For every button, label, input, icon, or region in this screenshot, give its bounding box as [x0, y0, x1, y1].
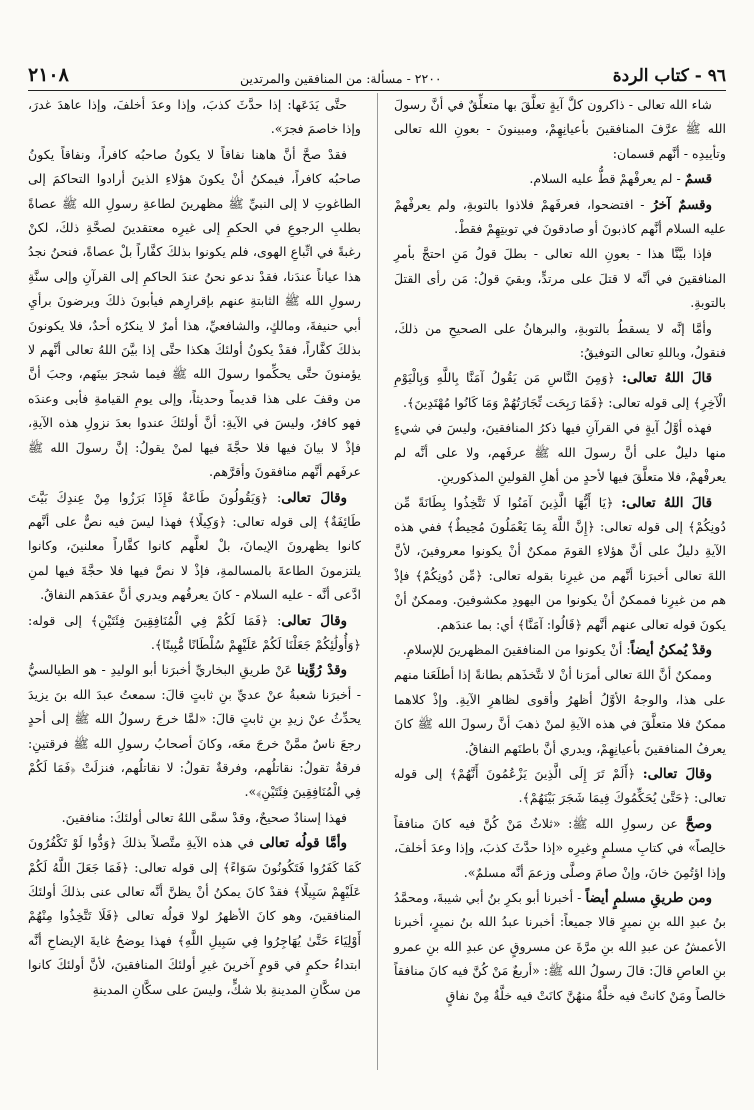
- paragraph: وقالَ تعالى: ﴿فَمَا لَكُمْ فِي الْمُنَافِقِينَ فِئَتَيْنِ﴾ إلى قوله: ﴿وَأُولَٰئِكُمْ جَعَلْنَا لَكُمْ عَلَيْهِمْ سُلْطَانًا مُّبِينًا﴾.: [28, 612, 361, 652]
- book-title: كتاب الردة: [612, 66, 689, 86]
- paragraph: فهذا إسنادٌ صحيحٌ، وقدْ سمَّى اللهُ تعالى أولئكَ: منافقينَ.: [61, 809, 347, 825]
- paragraph: وقالَ تعالى: ﴿أَلَمْ تَرَ إِلَى الَّذِينَ يَزْعُمُونَ أَنَّهُمْ﴾ إلى قوله تعالى: ﴿حَتَّىٰ يُحَكِّمُوكَ فِيمَا شَجَرَ بَيْنَهُمْ﴾.: [394, 765, 726, 806]
- paragraph: وقسمٌ آخرُ - افتضحوا، فعرفَهمْ فلاذوا بالتوبةِ، ولم يعرفْهمْ عليه السلام أنَّهم كاذبونَ أو صادقونَ في توبتِهِمْ فقطْ.: [394, 196, 726, 237]
- right-column: [377, 93, 726, 1070]
- left-column: [28, 93, 377, 1070]
- paragraph: وممكنٌ أنَّ اللهَ تعالى أمرَنا أنْ لا نتَّخذَهم بطانةً إذا أطلَعَنا منهم على هذا، والوجهُ الأوَّلُ أظهرُ وأقوى لظاهرِ الآيةِ. وإذْ كلاهما ممكنٌ فلا متعلَّقَ في هذه الآيةِ لمنْ ذهبَ أنَّ رسولَ الله ﷺ كانَ يعرفُ المنافقينَ بأعيانِهِمْ، ويدري أنَّ باطنَهم النفاقُ.: [394, 667, 726, 756]
- page-number-right: ٩٦: [707, 66, 726, 86]
- paragraph: شاء الله تعالى - ذاكرون كلَّ آيةٍ تعلَّقَ بها متعلِّقٌ في أنَّ رسولَ الله ﷺ عرَّفَ المنافقينَ بأعيانِهِمْ، ومبينونَ - بعونِ الله تعالى وتأييدِه - أنَّهم قسمان:: [394, 97, 726, 161]
- paragraph: وأمَّا إنَّه لا يسقطُ بالتوبةِ، والبرهانُ على الصحيحِ من ذلكَ، فنقولُ، وباللهِ تعالى التوفيقُ:: [394, 320, 726, 361]
- paragraph: فهذه أوَّلُ آيةٍ في القرآنِ فيها ذكرُ المنافقينَ، وليسَ في شيءٍ منها دليلٌ على أنَّ رسولَ الله ﷺ عرفَهم، ولا على أنَّه لم يعرفْهمْ، فلا متعلَّقَ فيها لأحدٍ من أهلِ القولينِ المذكورينِ.: [394, 420, 726, 485]
- paragraph: فقدْ صحَّ أنَّ هاهنا نفاقاً لا يكونُ صاحبُه كافراً، ونفاقاً يكونُ صاحبُه كافراً، فيمكنُ أنْ يكونَ هؤلاءِ الذينَ أرادوا التحاكمَ إلى الطاغوتِ لا إلى النبيِّ ﷺ مظهرينَ لطاعةِ رسولِ الله ﷺ عصاةً بطلبِ الرجوعِ في الحكمِ إلى غيرِه معتقدينَ لصحَّةِ ذلكَ، لكنْ رغبةً في اتِّباعِ الهوى، فلم يكونوا بذلكَ كفَّاراً بلْ عصاةً، فنحنُ نجدُ هذا عياناً عندَنا، فقدْ ندعو نحنُ عندَ الحاكمِ إلى القرآنِ وإلى سنَّةِ رسولِ الله ﷺ الثابتةِ عنهم بإقرارِهم فيأبونَ ذلكَ ويرضونَ برأيِ أبي حنيفةَ، ومالكٍ، والشافعيِّ، هذا أمرٌ لا ينكرُه أحدٌ، فلا يكونونَ بذلكَ كفَّاراً، فقدْ يكونُ أولئكَ هكذا حتَّى إذا بيَّنَ اللهُ تعالى أنَّهم لا يؤمنونَ حتَّى يحكِّموا رسولَ الله ﷺ فيما شجرَ بينَهم، وجبَ أنَّ من وقفَ على هذا قديماً وحديثاً، وإلى يومِ القيامةِ فأبى وعندَه فهو كافرٌ، وليسَ في الآيةِ: أنَّ أولئكَ عندوا بعدَ نزولِ هذه الآيةِ، فإذْ لا بيانَ فيها فلا حجَّةَ فيها لمنْ يقولُ: إنَّ رسولَ الله ﷺ عرفَهم أنَّهم منافقونَ وأقرَّهم.: [28, 146, 361, 480]
- paragraph: وقدْ رُوِّينا عَنْ طريقِ البخاريِّ أخبرَنا أبو الوليدِ - هو الطيالسيُّ - أخبرَنا شعبةُ عنْ عديِّ بنِ ثابتٍ قالَ: سمعتُ عبدَ الله بنَ يزيدَ يحدِّثُ عنْ زيدِ بنِ ثابتٍ قالَ: «لمَّا خرجَ رسولُ الله ﷺ إلى أحدٍ رجعَ ناسٌ ممَّنْ خرجَ معَه، وكانَ أصحابُ رسولِ الله ﷺ فرقتينِ: فرقةٌ تقولُ: نقاتلُهم، وفرقةٌ تقولُ: لا نقاتلُهم، فنزلَتْ ﴿فَمَا لَكُمْ فِي الْمُنَافِقِينَ فِئَتَيْنِ﴾».: [28, 662, 361, 800]
- paragraph: وقالَ تعالى: ﴿وَيَقُولُونَ طَاعَةٌ فَإِذَا بَرَزُوا مِنْ عِندِكَ بَيَّتَ طَائِفَةٌ﴾ إلى قوله تعالى: ﴿وَكِيلًا﴾ فهذا ليسَ فيه نصٌّ على أنَّهم كانوا يظهرونَ الإيمانَ، بلْ لعلَّهم كانوا كفَّاراً معلنينَ، وكانوا يلتزمونَ الطاعةَ بالمسالمةِ، فإذْ لا نصَّ فيها فلا حجَّةَ فيها لمنِ ادَّعى أنَّه - عليه السلام - كانَ يعرفُهم ويدري أنَّ عقدَهم النفاقُ.: [28, 489, 361, 603]
- paragraph: وأمَّا قولُه تعالى في هذه الآيةِ متَّصلاً بذلكَ ﴿وَدُّوا لَوْ تَكْفُرُونَ كَمَا كَفَرُوا فَتَكُونُونَ سَوَاءً﴾ إلى قوله تعالى: ﴿فَمَا جَعَلَ اللَّهُ لَكُمْ عَلَيْهِمْ سَبِيلًا﴾ فقدْ كانَ يمكنُ أنْ يظنَّ أنَّه تعالى عنى بذلكَ أولئكَ المنافقينَ، وهو كانَ الأظهرُ لولا قولُه تعالى ﴿فَلَا تَتَّخِذُوا مِنْهُمْ أَوْلِيَاءَ حَتَّىٰ يُهَاجِرُوا فِي سَبِيلِ اللَّهِ﴾ فهذا يوضحُ غايةَ الإيضاحِ أنَّه ابتداءُ حكمٍ في قومٍ آخرينَ غيرِ أولئكَ المنافقينَ، لأنَّ أولئكَ كانوا من سكَّانِ المدينةِ بلا شكٍّ، وليسَ على سكَّانِ المدينةِ: [28, 835, 361, 997]
- paragraph: حتَّى يَدَعَها: إذا حدَّثَ كذبَ، وإذا وعدَ أخلفَ، وإذا عاهدَ غدرَ، وإذا خاصمَ فجرَ».: [28, 97, 361, 137]
- paragraph: ومن طريقِ مسلمٍ أيضاً - أخبرنا أبو بكرِ بنُ أبي شيبةَ، ومحمَّدُ بنُ عبدِ الله بنِ نميرٍ قالا جميعاً: أخبرنا عبدُ الله بنُ نميرٍ، أخبرنا الأعمشُ عن عبدِ الله بنِ مرَّةَ عن مسروقٍ عن عبدِ الله بنِ عمرو بنِ العاصِ قالَ: قالَ رسولُ الله ﷺ: «أربعٌ مَنْ كُنَّ فيه كانَ منافقاً خالصاً ومَنْ كانتْ فيه خلَّةٌ منهُنَّ كانَتْ فيه خلَّةٌ مِنْ نفاقٍ: [394, 890, 726, 1003]
- paragraph: وقدْ يُمكنُ أيضاً: أنْ يكونوا من المنافقينَ المظهرينَ للإسلامِ.: [402, 641, 712, 658]
- paragraph: قسمٌ - لم يعرفْهمْ قطُّ عليه السلام.: [529, 171, 712, 188]
- page-number-left: ٢١٠٨: [28, 64, 69, 86]
- running-title: ٩٦ - كتاب الردة: [612, 66, 726, 86]
- paragraph: قالَ اللهُ تعالى: ﴿يَا أَيُّهَا الَّذِينَ آمَنُوا لَا تَتَّخِذُوا بِطَانَةً مِّن دُونِكُمْ﴾ إلى قوله تعالى: ﴿إِنَّ اللَّهَ بِمَا يَعْمَلُونَ مُحِيطٌ﴾ ففي هذه الآيةِ دليلٌ على أنَّ هؤلاءِ القومَ ممكنٌ أنْ يكونوا معروفينَ، لأنَّ اللهَ تعالى أخبرَنا أنَّهم من غيرِنا بقوله تعالى: ﴿مِّن دُونِكُمْ﴾ فإذْ هم من غيرِنا فممكنٌ أنْ يكونوا من اليهودِ مكشوفينَ. وممكنٌ أنْ يكونَ قوله تعالى عنهم أنَّهم ﴿قَالُوا: آمَنَّا﴾ أي: بما عندَهم.: [394, 494, 726, 632]
- page-header: [28, 56, 726, 91]
- paragraph: قالَ اللهُ تعالى: ﴿وَمِنَ النَّاسِ مَن يَقُولُ آمَنَّا بِاللَّهِ وَبِالْيَوْمِ الْآخِرِ﴾ إلى قوله تعالى: ﴿فَمَا رَبِحَت تِّجَارَتُهُمْ وَمَا كَانُوا مُهْتَدِينَ﴾.: [394, 370, 726, 410]
- section-title: ٢٢٠٠ - مسألة: من المنافقين والمرتدين: [239, 71, 442, 86]
- text-columns: [28, 93, 726, 1070]
- paragraph: وصحَّ عن رسولِ الله ﷺ: «ثلاثٌ مَنْ كُنَّ فيه كانَ منافقاً خالِصاً» في كتابِ مسلمٍ وغيرِه «إذا حدَّثَ كذبَ، وإذا وعدَ أخلفَ، وإذا اؤتُمِنَ خانَ، وإنْ صامَ وصلَّى وزعمَ أنَّه مسلمٌ».: [394, 815, 726, 880]
- paragraph: فإذا بيَّنَّا هذا - بعونِ الله تعالى - بطلَ قولُ مَنِ احتجَّ بأمرِ المنافقينَ في أنَّه لا قتلَ على مرتدٍّ، وبقيَ قولُ: مَن رأى القتلَ بالتوبةِ.: [394, 246, 726, 311]
